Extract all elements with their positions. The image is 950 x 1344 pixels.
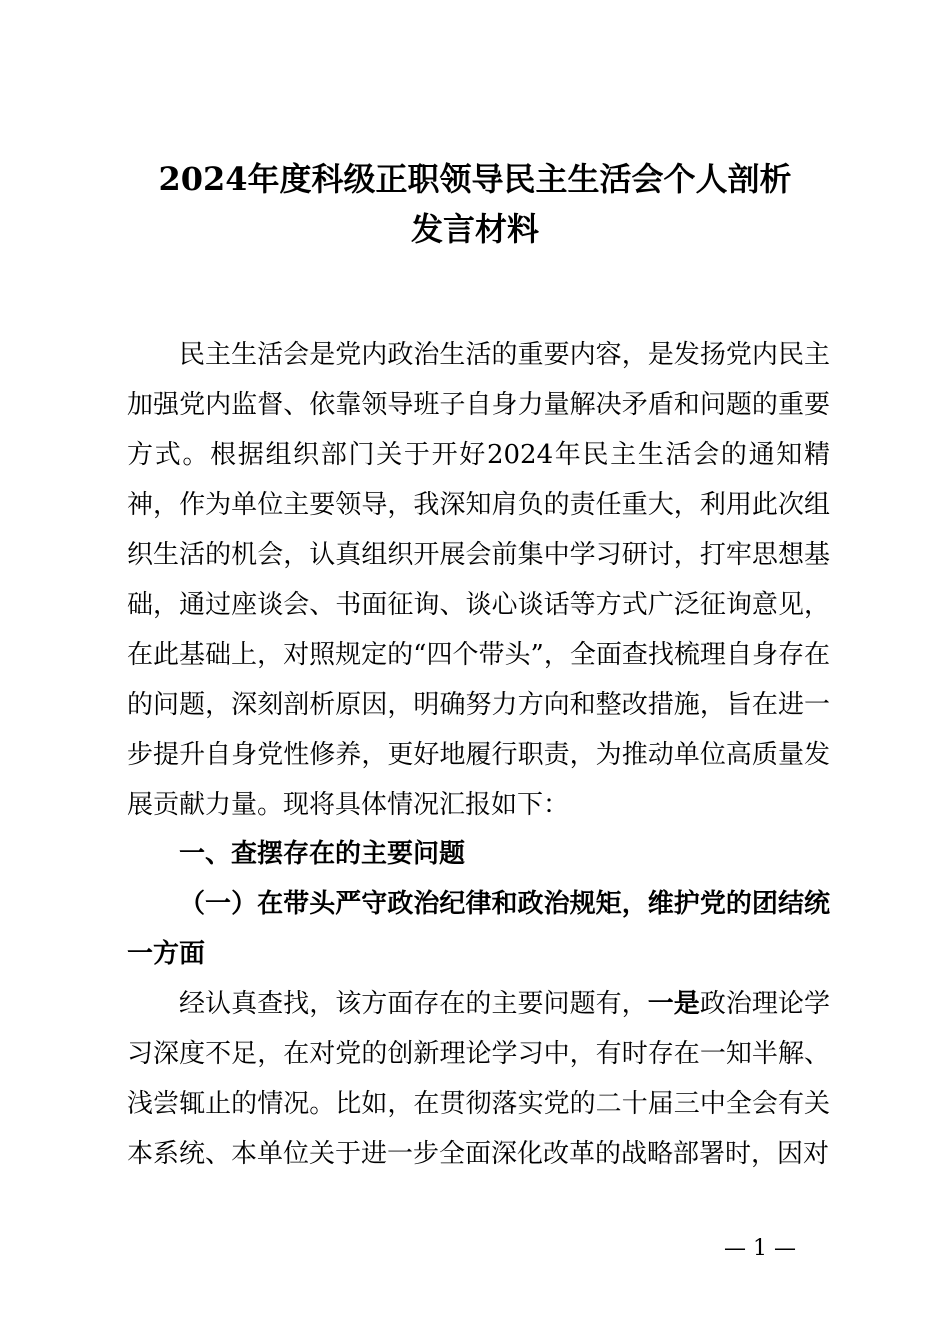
intro-paragraph: 民主生活会是党内政治生活的重要内容，是发扬党内民主加强党内监督、依靠领导班子自身力量解决矛盾和问题的重要方式。根据组织部门关于开好2024年民主生活会的通知精神，作为单位主要领导，我深知肩负的责任重大，利用此次组织生活的机会，认真组织开展会前集中学习研讨，打牢思想基础，通过座谈会、书面征询、谈心谈话等方式广泛征询意见，在此基础上，对照规定的“四个带头”，全面查找梳理自身存在的问题，深刻剖析原因，明确努力方向和整改措施，旨在进一步提升自身党性修养，更好地履行职责，为推动单位高质量发展贡献力量。现将具体情况汇报如下： (127, 340, 830, 820)
paragraph-2-text-a: 经认真查找，该方面存在的主要问题有， (179, 989, 648, 1019)
page-number: — 1 — (724, 1236, 796, 1261)
subsection-heading-1: （一）在带头严守政治纪律和政治规矩，维护党的团结统一方面 (127, 889, 830, 969)
paragraph-2-block (127, 979, 830, 1179)
section-heading-1: 一、查摆存在的主要问题 (179, 839, 466, 869)
paragraph-2-emphasis: 一是 (647, 989, 700, 1019)
paragraph-2-text-b: 政治理论学习深度不足，在对党的创新理论学习中，有时存在一知半解、浅尝辄止的情况。比如，在贯彻落实党的二十届三中全会有关本系统、本单位关于进一步全面深化改革的战略部署时，因对 (127, 989, 830, 1169)
document-title-line-2: 发言材料 (410, 210, 539, 248)
document-title-line-1: 2024年度科级正职领导民主生活会个人剖析 (158, 160, 792, 198)
paragraph-2 (127, 979, 830, 1179)
intro-paragraph-block (127, 330, 830, 830)
subsection-heading-block (127, 879, 830, 979)
